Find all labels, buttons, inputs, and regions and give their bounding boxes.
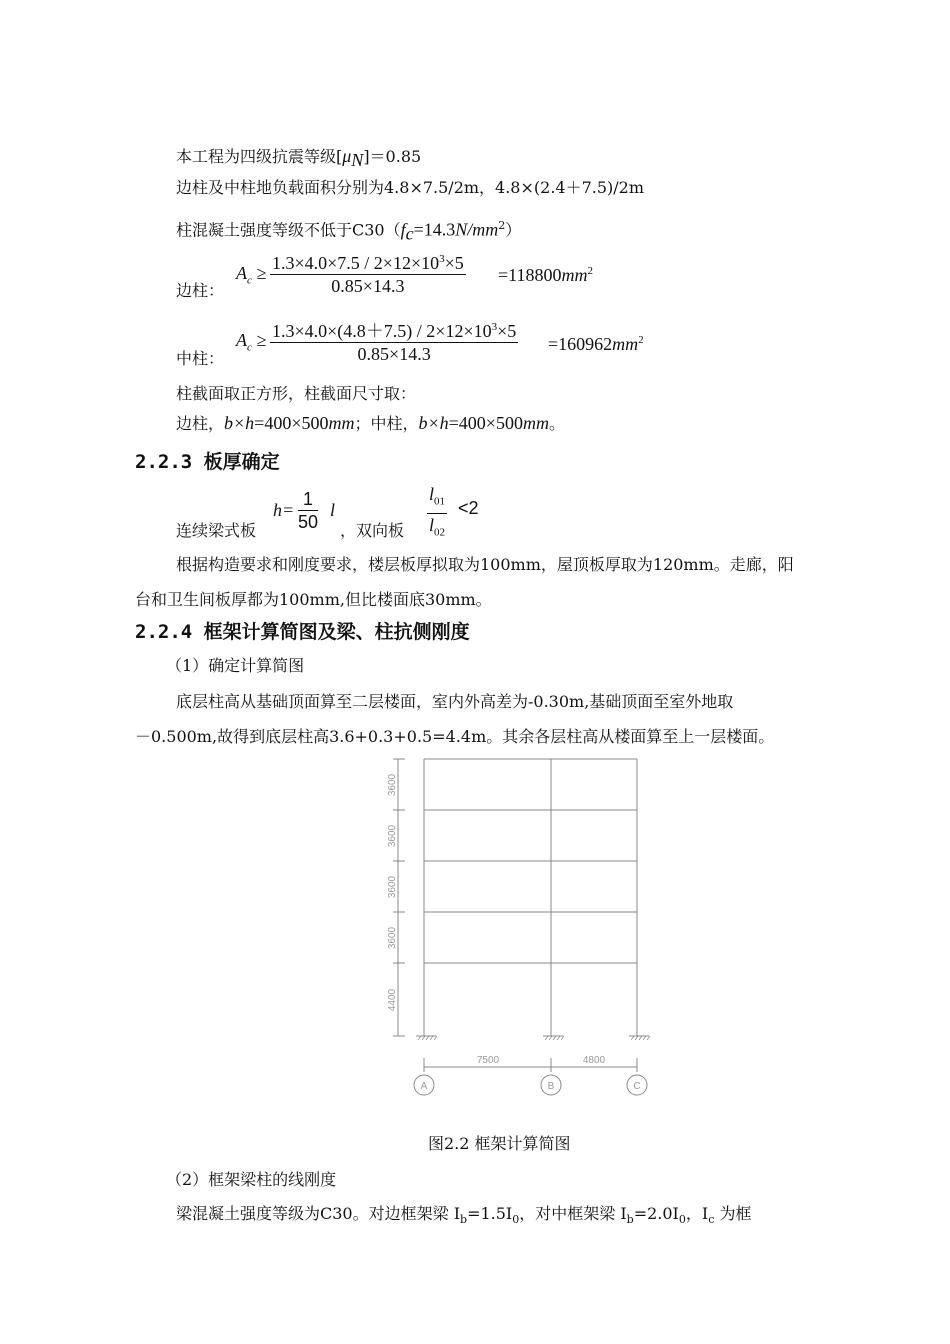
slab-fraction: $\frac{1}{50}$: [298, 489, 319, 532]
middle-column-result: $=160962mm^2$: [548, 334, 644, 354]
middle-column-fraction: $\frac{1.3\times 4.0\times(4.8+7.5) / 2\times 12\times 10^3\times 5}{0.85\times 14.3}$: [270, 316, 518, 365]
concrete-line: 柱混凝土强度等级不低于$C30(f_c=14.3N/mm^2)$: [176, 219, 522, 244]
less-than-2: <2: [458, 498, 479, 518]
middle-column-label: 中柱：: [176, 349, 225, 368]
heading-2-2-3: 2.2.3 板厚确定: [135, 451, 280, 473]
formula-lhs: $A_c$ ≥: [236, 330, 267, 354]
subheading-2: （2）框架梁柱的线刚度: [166, 1170, 337, 1189]
slab-l: l: [330, 500, 336, 520]
subheading-1: （1）确定计算简图: [166, 656, 305, 675]
span-bc: 4800: [582, 1055, 606, 1066]
axis-b: B: [547, 1081, 555, 1092]
story-height-3: 3600: [387, 875, 398, 899]
axis-c: C: [633, 1081, 641, 1092]
two-way-fraction: $\frac{l_{01}}{l_{02}}$: [429, 484, 446, 539]
axis-a: A: [420, 1081, 428, 1092]
story-height-1: 4400: [387, 988, 398, 1012]
span-ab: 7500: [476, 1055, 500, 1066]
paragraph: 底层柱高从基础顶面算至二层楼面，室内外高差为-0.30m,基础顶面至室外地取: [176, 692, 734, 711]
paragraph: 台和卫生间板厚都为100mm,但比楼面底30mm。: [135, 590, 492, 609]
edge-column-result: $=118800mm^2$: [498, 265, 593, 285]
story-height-2: 3600: [387, 926, 398, 950]
seismic-line: 本工程为四级抗震等级$[\mu_N]=0.85$: [176, 146, 422, 171]
edge-column-fraction: $\frac{1.3\times 4.0\times 7.5 / 2\times 12\times 10^3\times 5}{0.85\times 14.3}$: [270, 248, 466, 297]
story-height-5: 3600: [387, 773, 398, 797]
load-area-line: 边柱及中柱地负载面积分别为4.8×7.5/2m，4.8×(2.4＋7.5)/2m: [176, 178, 645, 197]
section-shape-line: 柱截面取正方形，柱截面尺寸取：: [176, 384, 417, 403]
section-size-line: 边柱，b×h=400×500mm；中柱，b×h=400×500mm。: [176, 413, 565, 433]
paragraph: 梁混凝土强度等级为C30。对边框架梁 $I_b=1.5I_0$，对中框架梁 $I_b=2.0I_0$，$I_c$ 为框: [176, 1204, 752, 1227]
two-way-label: ，双向板: [340, 521, 405, 540]
paragraph: 根据构造要求和刚度要求，楼层板厚拟取为100mm，屋顶板厚取为120mm。走廊，阳: [176, 555, 794, 574]
paragraph: －0.500m,故得到底层柱高3.6+0.3+0.5=4.4m。其余各层柱高从楼面算至上一层楼面。: [135, 727, 775, 746]
story-height-4: 3600: [387, 824, 398, 848]
edge-column-label: 边柱：: [176, 281, 225, 300]
slab-h: h=: [273, 500, 295, 520]
figure-caption: 图2.2 框架计算简图: [428, 1134, 571, 1153]
formula-lhs: $A_c$ ≥: [236, 263, 267, 287]
slab-label: 连续梁式板: [176, 521, 257, 540]
heading-2-2-4: 2.2.4 框架计算简图及梁、柱抗侧刚度: [135, 621, 470, 643]
